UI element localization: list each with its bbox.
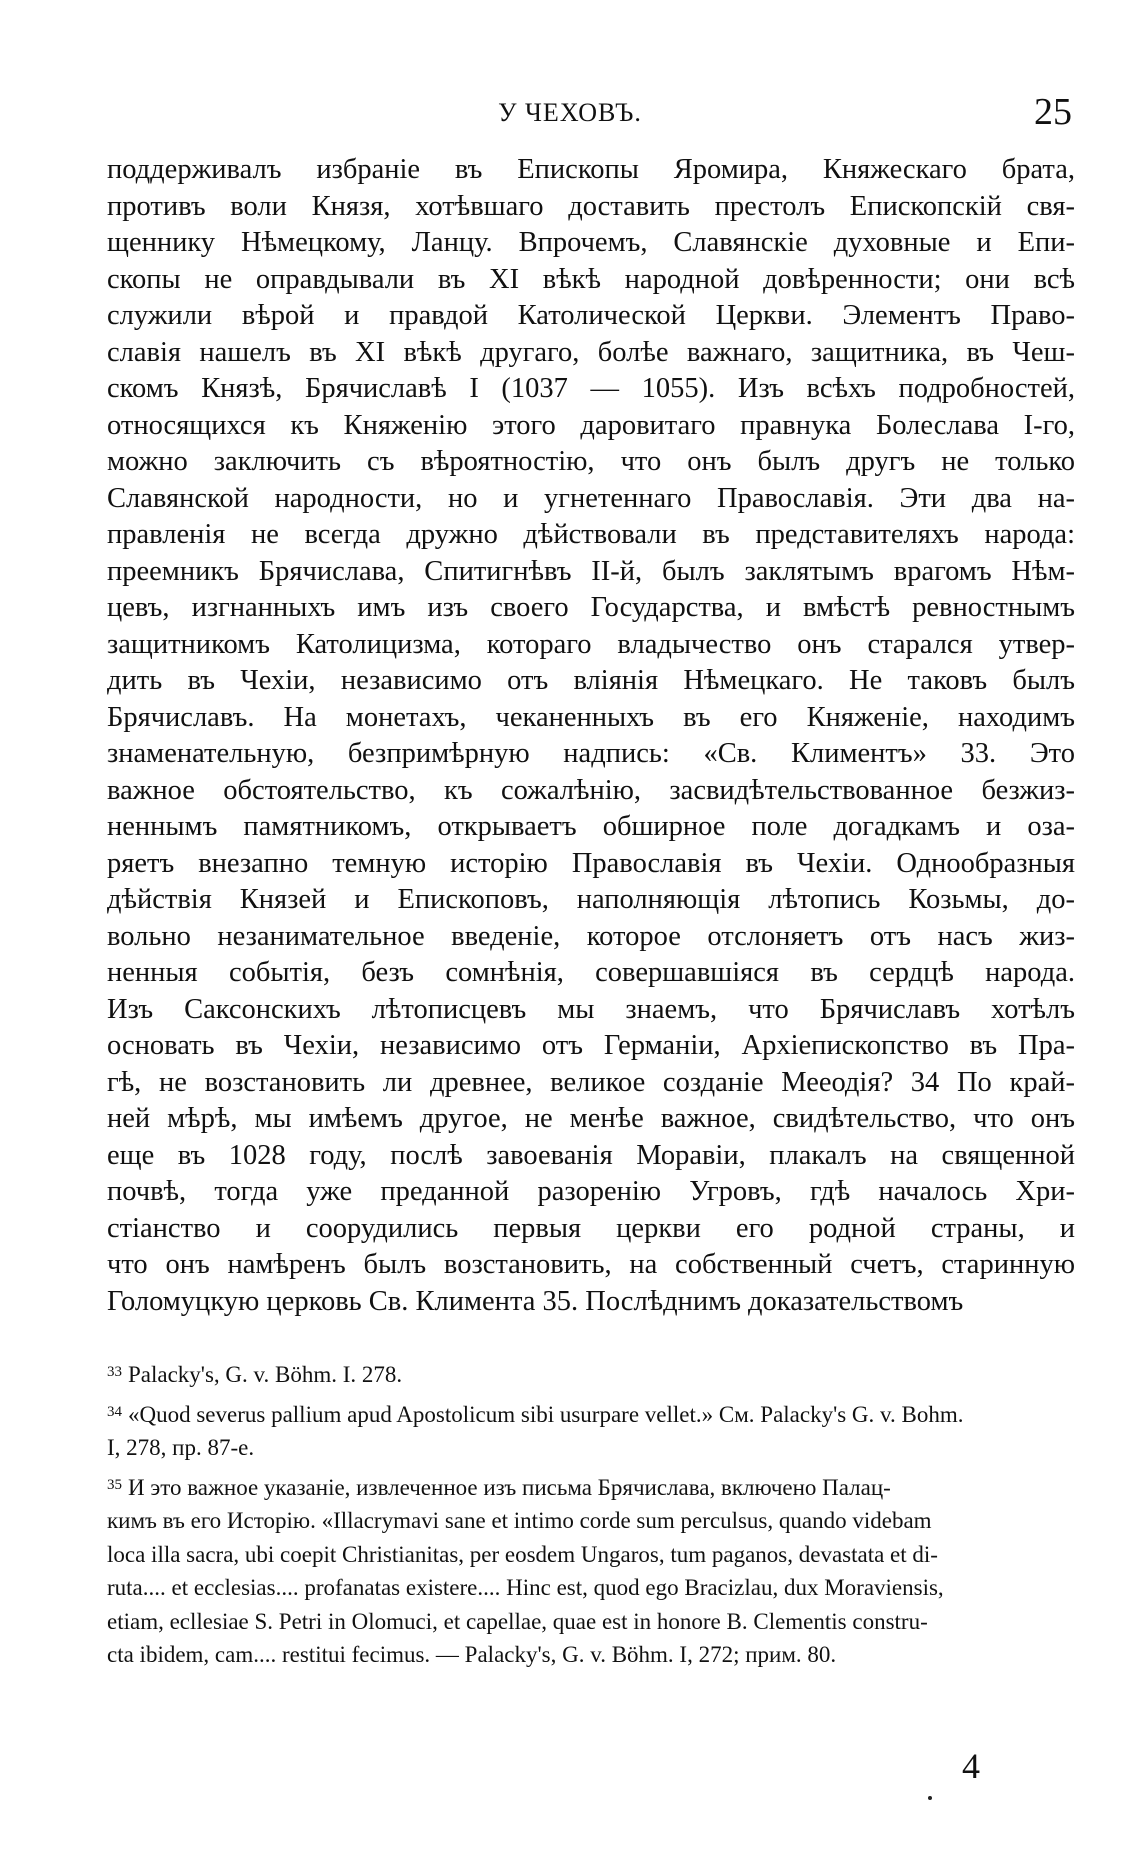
footnote-line <box>107 1471 1075 1505</box>
text-line: стіанство и соорудились первыя церкви его родной страны, и <box>107 1212 1075 1244</box>
footnote-line <box>107 1638 1075 1672</box>
text-line: знаменательную, безпримѣрную надпись: «Св. Климентъ» 33. Это <box>107 738 1075 769</box>
footnote-line <box>107 1398 1075 1432</box>
footnote-text: cta ibidem, cam.... restitui fecimus. — Palacky's, G. v. Böhm. I, 272; прим. 80. <box>107 1642 837 1667</box>
text-line: можно заключить съ вѣроятностію, что онъ былъ другъ не только <box>107 446 1075 477</box>
footnote-marker: 33 <box>107 1364 122 1380</box>
footnote-text: etiam, ecllesiae S. Petri in Olomuci, et capellae, quae est in honore B. Clementis constru- <box>107 1608 928 1634</box>
footnote-text: кимъ въ его Исторію. «Illacrymavi sane et intimo corde sum perculsus, quando videbam <box>107 1508 932 1533</box>
footnote-line <box>107 1358 1075 1392</box>
text-line: преемникъ Брячислава, Спитигнѣвъ II-й, былъ заклятымъ врагомъ Нѣм- <box>107 555 1075 587</box>
footnotes <box>107 1358 1075 1672</box>
footnote-line <box>107 1504 1075 1538</box>
text-line: ней мѣрѣ, мы имѣемъ другое, не менѣе важное, свидѣтельство, что онъ <box>107 1103 1075 1134</box>
text-line: славія нашелъ въ XI вѣкѣ другаго, болѣе важнаго, защитника, въ Чеш- <box>107 336 1075 368</box>
footnote-text: ruta.... et ecclesias.... profanatas existere.... Hinc est, quod ego Bracizlau, dux Moraviensis, <box>107 1575 944 1600</box>
text-line: щеннику Нѣмецкому, Ланцу. Впрочемъ, Славянскіе духовные и Епи- <box>107 227 1075 258</box>
footnote-text: «Quod severus pallium apud Apostolicum sibi usurpare vellet.» См. Palacky's G. v. Bohm. <box>128 1401 964 1427</box>
running-head: У ЧЕХОВЪ. <box>498 98 642 127</box>
footnote-marker: 35 <box>107 1476 122 1493</box>
signature-mark: 4 <box>962 1746 980 1786</box>
text-line: гѣ, не возстановить ли древнее, великое созданіе Мееодія? 34 По край- <box>107 1066 1075 1098</box>
text-line: ряетъ внезапно темную исторію Православія въ Чехіи. Однообразныя <box>107 847 1075 879</box>
text-line: служили вѣрой и правдой Католической Церкви. Элементъ Право- <box>107 300 1075 331</box>
print-speck <box>928 1796 932 1800</box>
text-line: дѣйствія Князей и Епископовъ, наполняющія лѣтопись Козьмы, до- <box>107 884 1075 915</box>
text-line: скопы не оправдывали въ XI вѣкѣ народной довѣренности; они всѣ <box>107 263 1075 295</box>
text-line: Голомуцкую церковь Св. Климента 35. Послѣднимъ доказательствомъ <box>107 1285 964 1317</box>
text-line: защитникомъ Католицизма, котораго владычество онъ старался утвер- <box>107 628 1075 660</box>
footnote-text: I, 278, пр. 87-е. <box>107 1435 255 1460</box>
text-line: Славянской народности, но и угнетеннаго Православія. Эти два на- <box>107 482 1075 514</box>
body-text <box>107 152 1075 1320</box>
text-line: неннымъ памятникомъ, открываетъ обширное поле догадкамъ и оза- <box>107 811 1075 842</box>
text-line: почвѣ, тогда уже преданной разоренію Угровъ, гдѣ началось Хри- <box>107 1176 1075 1207</box>
text-line: что онъ намѣренъ былъ возстановить, на собственный счетъ, старинную <box>107 1249 1075 1280</box>
page-number: 25 <box>1034 91 1072 133</box>
text-line: основать въ Чехіи, независимо отъ Германіи, Архіепископство въ Пра- <box>107 1030 1075 1061</box>
text-line: ненныя событія, безъ сомнѣнія, совершавшіяся въ сердцѣ народа. <box>107 957 1075 988</box>
text-line: скомъ Князѣ, Брячиславѣ I (1037 — 1055). Изъ всѣхъ подробностей, <box>107 373 1075 404</box>
footnote-line <box>107 1605 1075 1639</box>
text-line: поддерживалъ избраніе въ Епископы Яромира, Княжескаго брата, <box>107 154 1075 185</box>
text-line: дить въ Чехіи, независимо отъ вліянія Нѣмецкаго. Не таковъ былъ <box>107 665 1075 696</box>
text-line: цевъ, изгнанныхъ имъ изъ своего Государства, и вмѣстѣ ревностнымъ <box>107 592 1075 623</box>
footnote-line <box>107 1538 1075 1572</box>
text-line: правленія не всегда дружно дѣйствовали въ представителяхъ народа: <box>107 519 1075 550</box>
text-line: Изъ Саксонскихъ лѣтописцевъ мы знаемъ, что Брячиславъ хотѣлъ <box>107 993 1075 1025</box>
footnote-text: Palacky's, G. v. Böhm. I. 278. <box>128 1362 403 1387</box>
footnote-marker: 34 <box>107 1403 122 1420</box>
text-line: противъ воли Князя, хотѣвшаго доставить престолъ Епископскій свя- <box>107 190 1075 222</box>
footnote-line <box>107 1431 1075 1465</box>
text-line: еще въ 1028 году, послѣ завоеванія Моравіи, плакалъ на священной <box>107 1139 1075 1171</box>
text-line: вольно незанимательное введеніе, которое отслоняетъ отъ насъ жиз- <box>107 920 1075 952</box>
footnote-text: И это важное указаніе, извлеченное изъ письма Брячислава, включено Палац- <box>128 1474 891 1500</box>
text-line: относящихся къ Княженію этого даровитаго правнука Болеслава I-го, <box>107 409 1075 441</box>
footnote-line <box>107 1571 1075 1605</box>
footnote-text: loca illa sacra, ubi coepit Christianitas, per eosdem Ungaros, tum paganos, devastata et di- <box>107 1541 938 1567</box>
text-line: Брячиславъ. На монетахъ, чеканенныхъ въ его Княженіе, находимъ <box>107 701 1075 733</box>
text-line: важное обстоятельство, къ сожалѣнію, засвидѣтельствованное безжиз- <box>107 774 1075 806</box>
